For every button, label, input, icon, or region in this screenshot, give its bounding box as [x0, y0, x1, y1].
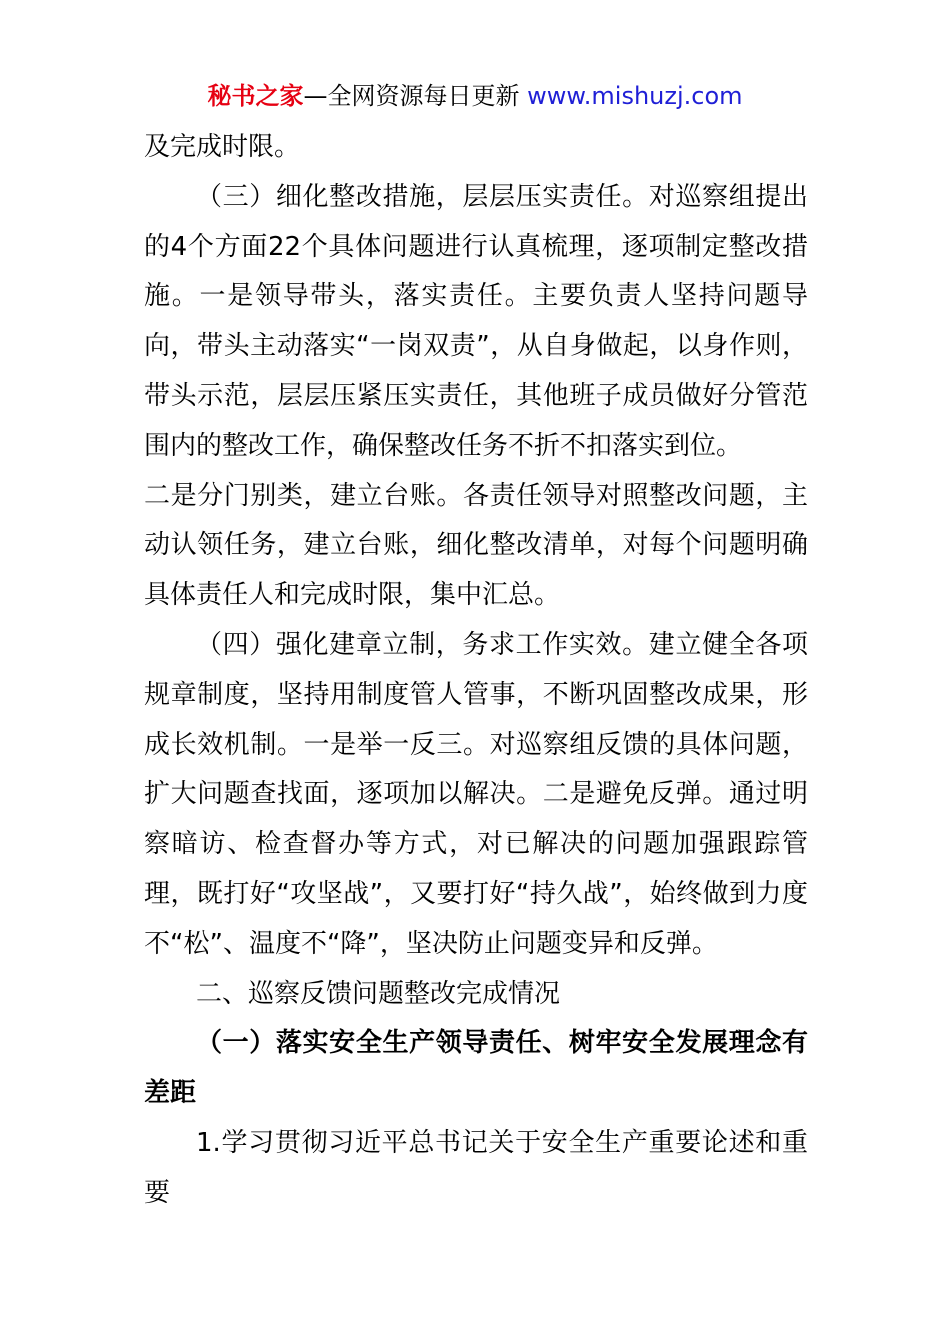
- header-tagline: —全网资源每日更新: [303, 82, 528, 110]
- header-url-link[interactable]: www.mishuzj.com: [527, 82, 743, 110]
- paragraph-classification: 二是分门别类，建立台账。各责任领导对照整改问题，主动认领任务，建立台账，细化整改清单，对每个问题明确具体责任人和完成时限，集中汇总。: [144, 480, 808, 611]
- sub-section-title: （一）落实安全生产领导责任、树牢安全发展理念有差距: [144, 1028, 808, 1109]
- paragraph-refine-measures: （三）细化整改措施，层层压实责任。对巡察组提出的4个方面22个具体问题进行认真梳理，逐项制定整改措施。一是领导带头，落实责任。主要负责人坚持问题导向，带头主动落实“一岗双责”，从自身做起，以身作则，带头示范，层层压紧压实责任，其他班子成员做好分管范围内的整改工作，确保整改任务不折不扣落实到位。: [144, 181, 808, 461]
- paragraph-study-item: 1.学习贯彻习近平总书记关于安全生产重要论述和重要: [144, 1127, 808, 1208]
- paragraph-continuation: 及完成时限。: [144, 132, 301, 162]
- paragraph-rules-system: （四）强化建章立制，务求工作实效。建立健全各项规章制度，坚持用制度管人管事，不断巩固整改成果，形成长效机制。一是举一反三。对巡察组反馈的具体问题，扩大问题查找面，逐项加以解决。二是避免反弹。通过明察暗访、检查督办等方式，对已解决的问题加强跟踪管理，既打好“攻坚战”，又要打好“持久战”，始终做到力度不“松”、温度不“降”，坚决防止问题变异和反弹。: [144, 629, 808, 959]
- header-brand: 秘书之家: [207, 82, 304, 110]
- section-title: 二、巡察反馈问题整改完成情况: [196, 978, 561, 1009]
- document-body: [144, 123, 808, 1219]
- document-header: [0, 80, 950, 112]
